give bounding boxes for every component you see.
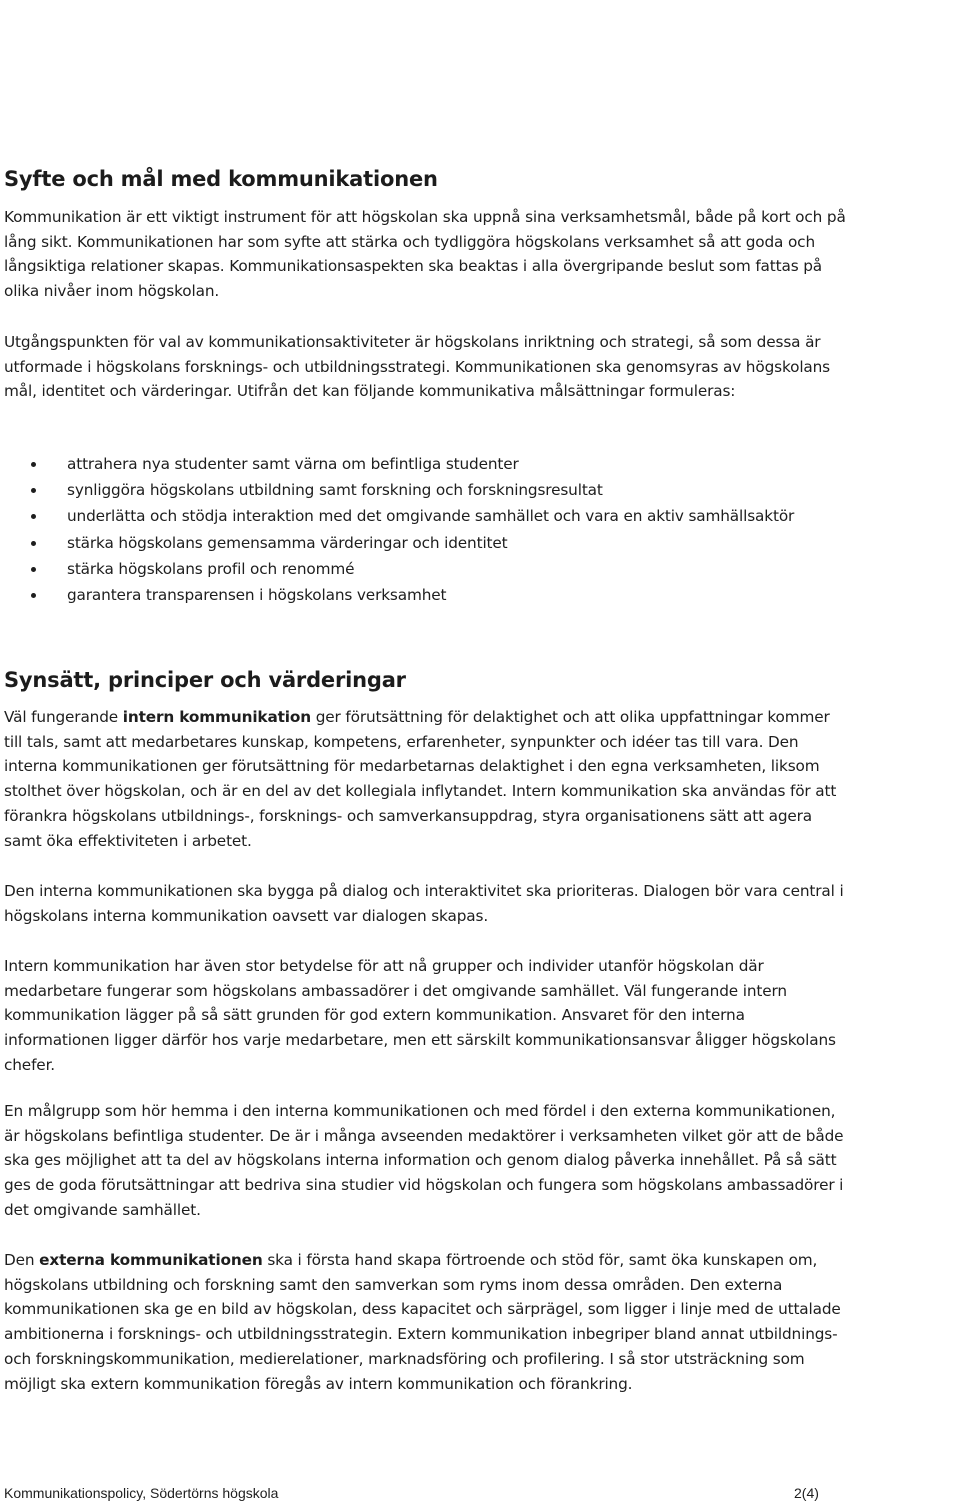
- emphasis-term: externa kommunikationen: [39, 1251, 263, 1269]
- goal-text: attrahera nya studenter samt värna om befintliga studenter: [67, 455, 519, 473]
- goal-text: stärka högskolans gemensamma värderingar och identitet: [67, 533, 508, 552]
- paragraph-text: ska i första hand skapa förtroende och stöd för, samt öka kunskapen om, högskolans utbildning och forskning samt den samverkan som ryms inom dessa områden. Den externa kommunikationen ska ge en bild av högskolan, dess kapacitet och särprägel, som ligger i linje med de uttalade ambitionerna i forsknings- och utbildningsstrategin. Extern kommunikation inbegriper bland annat utbildnings- och forskningskommunikation, medierelationer, marknadsföring och profilering. I så stor utsträckning som möjligt ska extern kommunikation föregås av intern kommunikation och förankring.: [4, 1251, 841, 1393]
- bullet-icon: [31, 567, 36, 572]
- list-item: [0, 504, 800, 529]
- list-item: [0, 531, 800, 556]
- paragraph-external-communication: [4, 1248, 849, 1396]
- goal-text: underlätta och stödja interaktion med det omgivande samhället och vara en aktiv samhällsaktör: [67, 507, 795, 526]
- section-heading-synsatt: Synsätt, principer och värderingar: [4, 668, 406, 692]
- paragraph-dialog: Den interna kommunikationen ska bygga på dialog och interaktivitet ska prioriteras. Dialogen bör vara central i högskolans interna kommunikation oavsett var dialogen skapas.: [4, 882, 844, 925]
- paragraph-students: En målgrupp som hör hemma i den interna kommunikationen och med fördel i den externa kommunikationen, är högskolans befintliga studenter. De är i många avseenden medaktörer i verksamheten vilket gör att de både ska ges möjlighet att ta del av högskolans interna information och genom dialog påverka innehållet. På så sätt ges de goda förutsättningar att bedriva sina studier vid högskolan och fungera som högskolans ambassadörer i det omgivande samhället.: [4, 1102, 844, 1219]
- bullet-icon: [31, 488, 36, 493]
- paragraph-text: Väl fungerande: [4, 708, 123, 726]
- page-number: 2(4): [794, 1485, 819, 1501]
- list-item: [0, 478, 800, 503]
- list-item: [0, 583, 800, 608]
- bullet-icon: [31, 593, 36, 598]
- bullet-icon: [31, 541, 36, 546]
- paragraph-ambassadors: Intern kommunikation har även stor betydelse för att nå grupper och individer utanför högskolan där medarbetare fungerar som högskolans ambassadörer i det omgivande samhället. Väl fungerande intern kommunikation lägger på så sätt grunden för god extern kommunikation. Ansvaret för den interna informationen ligger därför hos varje medarbetare, men ett särskilt kommunikationsansvar åligger högskolans chefer.: [4, 957, 836, 1074]
- list-item: [0, 557, 800, 582]
- goals-list: [0, 452, 800, 609]
- paragraph-text: Den: [4, 1251, 40, 1269]
- goal-text: garantera transparensen i högskolans verksamhet: [67, 586, 447, 605]
- section-heading-syfte: Syfte och mål med kommunikationen: [4, 167, 438, 191]
- footer-title: Kommunikationspolicy, Södertörns högskola: [4, 1485, 279, 1501]
- bullet-icon: [31, 462, 36, 467]
- paragraph-internal-communication: [4, 705, 849, 853]
- emphasis-term: intern kommunikation: [122, 708, 311, 726]
- goal-text: synliggöra högskolans utbildning samt forskning och forskningsresultat: [67, 481, 603, 500]
- paragraph-starting-point: Utgångspunkten för val av kommunikationsaktiviteter är högskolans inriktning och strategi, så som dessa är utformade i högskolans forsknings- och utbildningsstrategi. Kommunikationen ska genomsyras av högskolans mål, identitet och värderingar. Utifrån det kan följande kommunikativa målsättningar formuleras:: [4, 333, 831, 401]
- paragraph-purpose: Kommunikation är ett viktigt instrument för att högskolan ska uppnå sina verksamhetsmål, både på kort och på lång sikt. Kommunikationen har som syfte att stärka och tydliggöra högskolans verksamhet så att goda och långsiktiga relationer skapas. Kommunikationsaspekten ska beaktas i alla övergripande beslut som fattas på olika nivåer inom högskolan.: [4, 208, 846, 301]
- paragraph-text: ger förutsättning för delaktighet och att olika uppfattningar kommer till tals, samt att medarbetares kunskap, kompetens, erfarenheter, synpunkter och idéer tas till vara. Den interna kommunikationen ger förutsättning för medarbetarnas delaktighet i den egna verksamheten, liksom stolthet över högskolan, och är en del av det kollegiala inflytandet. Intern kommunikation ska användas för att förankra högskolans utbildnings-, forsknings- och samverkansuppdrag, styra organisationens sätt att agera samt öka effektiviteten i arbetet.: [4, 708, 837, 850]
- bullet-icon: [31, 514, 36, 519]
- list-item: [0, 452, 800, 477]
- goal-text: stärka högskolans profil och renommé: [67, 559, 355, 578]
